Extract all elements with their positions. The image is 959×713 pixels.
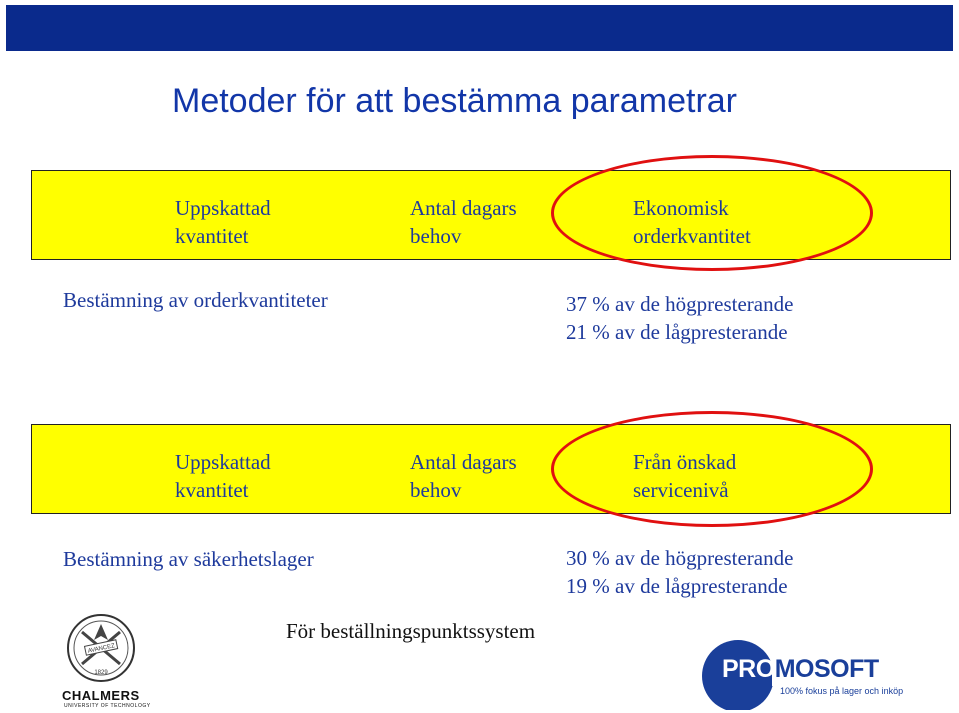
order-results xyxy=(566,290,793,346)
order-col1-line2: kvantitet xyxy=(175,224,249,248)
safety-col-estimated-quantity xyxy=(175,448,271,504)
safety-result-low: 19 % av de lågpresterande xyxy=(566,574,788,598)
order-col1-line1: Uppskattad xyxy=(175,196,271,220)
order-result-high: 37 % av de högpresterande xyxy=(566,292,794,316)
promosoft-wordmark xyxy=(722,655,879,684)
safety-col3-line2: servicenivå xyxy=(633,478,729,502)
safety-col2-line2: behov xyxy=(410,478,462,502)
order-col3-line2: orderkvantitet xyxy=(633,224,751,248)
order-result-low: 21 % av de lågpresterande xyxy=(566,320,788,344)
safety-col3-line1: Från önskad xyxy=(633,450,737,474)
slide-title: Metoder för att bestämma parametrar xyxy=(172,82,738,120)
safety-col1-line2: kvantitet xyxy=(175,478,249,502)
order-col2-line1: Antal dagars xyxy=(410,196,517,220)
svg-text:1829: 1829 xyxy=(94,670,108,676)
promosoft-word-pro: PRO xyxy=(722,655,775,683)
order-heading: Bestämning av orderkvantiteter xyxy=(63,288,328,312)
top-banner xyxy=(6,5,953,51)
order-col-estimated-quantity xyxy=(175,194,271,250)
safety-heading: Bestämning av säkerhetslager xyxy=(63,547,314,571)
safety-results xyxy=(566,544,793,600)
promosoft-word-mo: MO xyxy=(774,655,814,683)
order-col-days-demand xyxy=(410,194,517,250)
svg-text:AVANCEZ: AVANCEZ xyxy=(87,643,116,655)
safety-col1-line1: Uppskattad xyxy=(175,450,271,474)
promosoft-word-soft: SOFT xyxy=(813,655,879,683)
safety-result-high: 30 % av de högpresterande xyxy=(566,546,794,570)
safety-col2-line1: Antal dagars xyxy=(410,450,517,474)
order-col2-line2: behov xyxy=(410,224,462,248)
chalmers-subtitle: UNIVERSITY OF TECHNOLOGY xyxy=(64,703,151,709)
highlight-ellipse-eoq xyxy=(551,155,873,271)
order-col3-line1: Ekonomisk xyxy=(633,196,729,220)
footnote: För beställningspunktssystem xyxy=(286,619,536,643)
chalmers-name: CHALMERS xyxy=(62,688,140,703)
highlight-ellipse-service-level xyxy=(551,411,873,527)
safety-col-days-demand xyxy=(410,448,517,504)
promosoft-tagline: 100% fokus på lager och inköp xyxy=(780,686,904,696)
